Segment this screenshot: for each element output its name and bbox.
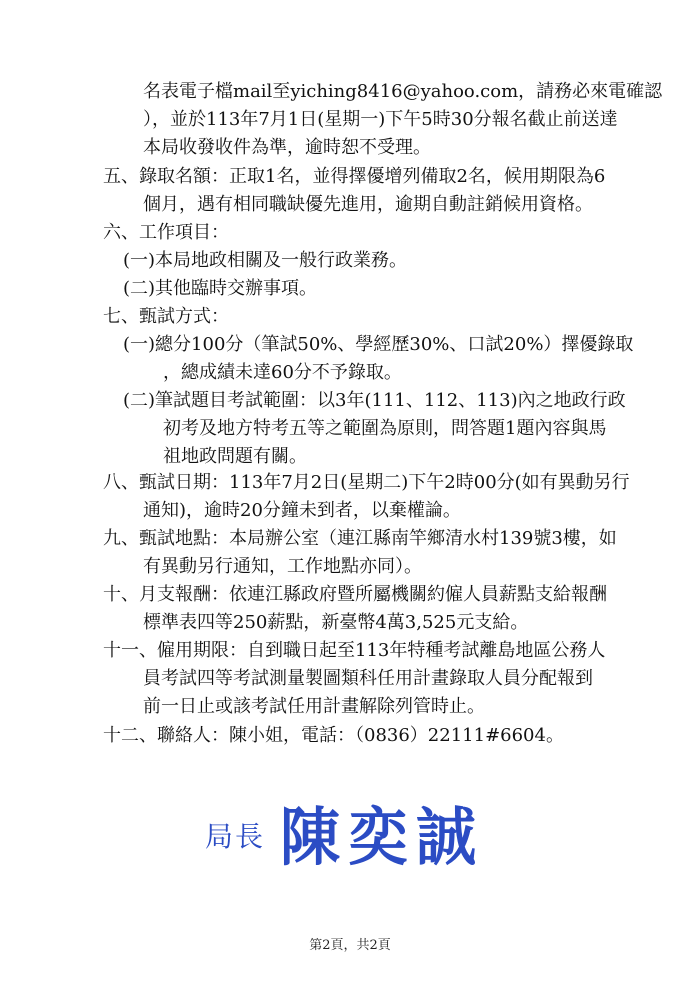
- text-line: (二)其他臨時交辦事項。: [123, 278, 318, 299]
- work-item-2: [123, 275, 317, 303]
- text-line: 十一、僱用期限：自到職日起至113年特種考試離島地區公務人: [103, 640, 606, 661]
- exam-method-item-2: [123, 387, 626, 471]
- section-contact: [103, 722, 564, 750]
- text-line: 通知)，逾時20分鐘未到者，以棄權論。: [143, 500, 461, 521]
- page-footer: 第2頁，共2頁: [309, 938, 391, 953]
- exam-method-item-1: [123, 331, 633, 387]
- text-line: 員考試四等考試測量製圖類科任用計畫錄取人員分配報到: [143, 668, 593, 689]
- text-line: 前一日止或該考試任用計畫解除列管時止。: [143, 696, 485, 717]
- section-heading: 六、工作項目：: [103, 222, 229, 243]
- section-work-items-heading: [103, 219, 229, 247]
- section-admission-quota: [103, 163, 605, 219]
- text-line: 五、錄取名額：正取1名，並得擇優增列備取2名，候用期限為6: [103, 166, 606, 187]
- signature-name: 陳奕誠: [280, 801, 484, 875]
- text-line: 祖地政問題有關。: [163, 446, 307, 467]
- text-line: 初考及地方特考五等之範圍為原則，問答題1題內容與馬: [163, 418, 607, 439]
- text-line: (二)筆試題目考試範圍：以3年(111、112、113)內之地政行政: [123, 390, 626, 411]
- work-item-1: [123, 247, 407, 275]
- text-line: (一)本局地政相關及一般行政業務。: [123, 250, 408, 271]
- application-continuation: [143, 78, 662, 162]
- text-line: 名表電子檔mail至yiching8416@yahoo.com，請務必來電確認: [143, 81, 663, 102]
- text-line: ），並於113年7月1日(星期一)下午5時30分報名截止前送達: [143, 109, 618, 130]
- section-exam-date: [103, 469, 630, 525]
- section-heading: 七、甄試方式：: [103, 306, 229, 327]
- text-line: 十二、聯絡人：陳小姐，電話：（0836）22111#6604。: [103, 725, 564, 746]
- text-line: 十、月支報酬：依連江縣政府暨所屬機關約僱人員薪點支給報酬: [103, 584, 607, 605]
- text-line: 九、甄試地點：本局辦公室（連江縣南竿鄉清水村139號3樓，如: [103, 528, 617, 549]
- section-exam-method-heading: [103, 303, 229, 331]
- section-monthly-pay: [103, 581, 607, 637]
- text-line: ，總成績未達60分不予錄取。: [163, 362, 402, 383]
- director-signature-stamp: [205, 790, 535, 875]
- text-line: (一)總分100分（筆試50%、學經歷30%、口試20%）擇優錄取: [123, 334, 634, 355]
- signature-title: 局長: [205, 820, 266, 853]
- text-line: 標準表四等250薪點，新臺幣4萬3,525元支給。: [143, 612, 529, 633]
- section-exam-location: [103, 525, 617, 581]
- section-employment-period: [103, 637, 605, 721]
- text-line: 有異動另行通知，工作地點亦同）。: [143, 556, 422, 577]
- text-line: 本局收發收件為準，逾時恕不受理。: [143, 137, 431, 158]
- text-line: 八、甄試日期：113年7月2日(星期二)下午2時00分(如有異動另行: [103, 472, 630, 493]
- text-line: 個月，遇有相同職缺優先進用，逾期自動註銷候用資格。: [143, 194, 593, 215]
